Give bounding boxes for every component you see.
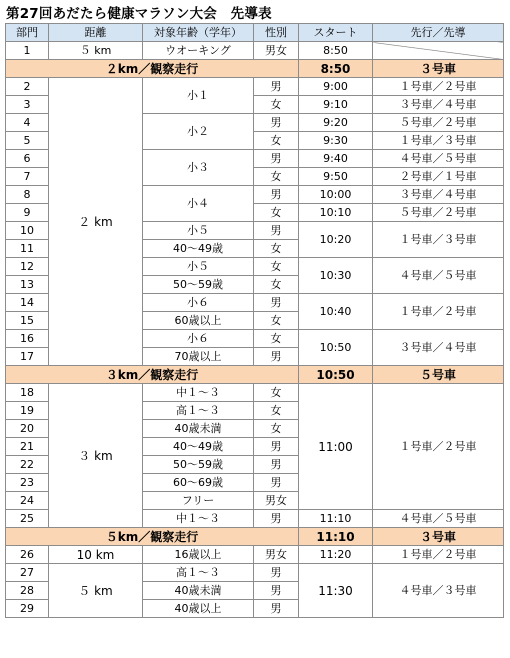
section-row bbox=[6, 366, 504, 384]
division-cell: 26 bbox=[6, 546, 49, 564]
car-cell: ２号車／１号車 bbox=[373, 168, 504, 186]
sex-cell: 男 bbox=[254, 78, 299, 96]
start-cell: 11:00 bbox=[299, 384, 373, 510]
age-cell: 40歳未満 bbox=[143, 582, 254, 600]
division-cell: 25 bbox=[6, 510, 49, 528]
age-cell: 小２ bbox=[143, 114, 254, 150]
division-cell: 23 bbox=[6, 474, 49, 492]
division-cell: 6 bbox=[6, 150, 49, 168]
sex-cell: 男 bbox=[254, 294, 299, 312]
age-cell: 40歳以上 bbox=[143, 600, 254, 618]
section-row bbox=[6, 60, 504, 78]
car-cell: １号車／２号車 bbox=[373, 546, 504, 564]
division-cell: 19 bbox=[6, 402, 49, 420]
table-row bbox=[6, 42, 504, 60]
sex-cell: 男 bbox=[254, 186, 299, 204]
division-cell: 18 bbox=[6, 384, 49, 402]
age-cell: 小１ bbox=[143, 78, 254, 114]
sex-cell: 女 bbox=[254, 132, 299, 150]
start-cell: 9:20 bbox=[299, 114, 373, 132]
age-cell: ウオーキング bbox=[143, 42, 254, 60]
age-cell: 中１～３ bbox=[143, 384, 254, 402]
section-car: ３号車 bbox=[373, 528, 504, 546]
car-cell: １号車／２号車 bbox=[373, 78, 504, 96]
division-cell: 3 bbox=[6, 96, 49, 114]
distance-cell: ２ km bbox=[49, 78, 143, 366]
header-cell: 距離 bbox=[49, 24, 143, 42]
guide-table bbox=[5, 23, 504, 618]
age-cell: 高１～３ bbox=[143, 402, 254, 420]
division-cell: 2 bbox=[6, 78, 49, 96]
header-cell: 部門 bbox=[6, 24, 49, 42]
empty-diagonal-cell bbox=[373, 42, 504, 60]
age-cell: 50～59歳 bbox=[143, 456, 254, 474]
car-cell: ４号車／５号車 bbox=[373, 510, 504, 528]
sex-cell: 男 bbox=[254, 456, 299, 474]
page-title: 第27回あだたら健康マラソン大会 先導表 bbox=[6, 6, 272, 22]
sex-cell: 男 bbox=[254, 600, 299, 618]
age-cell: 60～69歳 bbox=[143, 474, 254, 492]
car-cell: ４号車／５号車 bbox=[373, 150, 504, 168]
division-cell: 13 bbox=[6, 276, 49, 294]
table-row bbox=[6, 546, 504, 564]
age-cell: 小５ bbox=[143, 222, 254, 240]
sex-cell: 女 bbox=[254, 420, 299, 438]
sex-cell: 男 bbox=[254, 150, 299, 168]
section-car: ３号車 bbox=[373, 60, 504, 78]
section-row bbox=[6, 528, 504, 546]
division-cell: 12 bbox=[6, 258, 49, 276]
division-cell: 29 bbox=[6, 600, 49, 618]
start-cell: 10:30 bbox=[299, 258, 373, 294]
division-cell: 27 bbox=[6, 564, 49, 582]
distance-cell: ５ km bbox=[49, 42, 143, 60]
car-cell: ５号車／２号車 bbox=[373, 204, 504, 222]
age-cell: 40～49歳 bbox=[143, 438, 254, 456]
age-cell: 小６ bbox=[143, 294, 254, 312]
car-cell: ３号車／４号車 bbox=[373, 96, 504, 114]
division-cell: 14 bbox=[6, 294, 49, 312]
section-title: ５km／観察走行 bbox=[6, 528, 299, 546]
start-cell: 8:50 bbox=[299, 42, 373, 60]
section-title: ２km／観察走行 bbox=[6, 60, 299, 78]
car-cell: ４号車／３号車 bbox=[373, 564, 504, 618]
sex-cell: 女 bbox=[254, 312, 299, 330]
start-cell: 9:30 bbox=[299, 132, 373, 150]
sex-cell: 女 bbox=[254, 204, 299, 222]
table-row bbox=[6, 564, 504, 582]
section-start: 10:50 bbox=[299, 366, 373, 384]
start-cell: 10:10 bbox=[299, 204, 373, 222]
age-cell: 高１～３ bbox=[143, 564, 254, 582]
division-cell: 20 bbox=[6, 420, 49, 438]
sex-cell: 男 bbox=[254, 114, 299, 132]
start-cell: 11:30 bbox=[299, 564, 373, 618]
division-cell: 16 bbox=[6, 330, 49, 348]
age-cell: 50～59歳 bbox=[143, 276, 254, 294]
age-cell: 小４ bbox=[143, 186, 254, 222]
section-title: ３km／観察走行 bbox=[6, 366, 299, 384]
start-cell: 9:10 bbox=[299, 96, 373, 114]
division-cell: 28 bbox=[6, 582, 49, 600]
header-cell: 先行／先導 bbox=[373, 24, 504, 42]
division-cell: 21 bbox=[6, 438, 49, 456]
distance-cell: ３ km bbox=[49, 384, 143, 528]
start-cell: 9:00 bbox=[299, 78, 373, 96]
car-cell: １号車／３号車 bbox=[373, 132, 504, 150]
sex-cell: 男 bbox=[254, 438, 299, 456]
sex-cell: 女 bbox=[254, 384, 299, 402]
division-cell: 7 bbox=[6, 168, 49, 186]
division-cell: 1 bbox=[6, 42, 49, 60]
sex-cell: 女 bbox=[254, 258, 299, 276]
sex-cell: 女 bbox=[254, 168, 299, 186]
sex-cell: 女 bbox=[254, 96, 299, 114]
car-cell: １号車／２号車 bbox=[373, 294, 504, 330]
start-cell: 9:50 bbox=[299, 168, 373, 186]
header-cell: 対象年齢（学年） bbox=[143, 24, 254, 42]
sex-cell: 女 bbox=[254, 276, 299, 294]
car-cell: ５号車／２号車 bbox=[373, 114, 504, 132]
age-cell: 中１～３ bbox=[143, 510, 254, 528]
age-cell: 小６ bbox=[143, 330, 254, 348]
division-cell: 5 bbox=[6, 132, 49, 150]
division-cell: 24 bbox=[6, 492, 49, 510]
age-cell: 40歳未満 bbox=[143, 420, 254, 438]
section-start: 11:10 bbox=[299, 528, 373, 546]
start-cell: 10:20 bbox=[299, 222, 373, 258]
division-cell: 15 bbox=[6, 312, 49, 330]
sex-cell: 男 bbox=[254, 222, 299, 240]
distance-cell: 10 km bbox=[49, 546, 143, 564]
sex-cell: 男 bbox=[254, 510, 299, 528]
car-cell: ４号車／５号車 bbox=[373, 258, 504, 294]
division-cell: 8 bbox=[6, 186, 49, 204]
sex-cell: 男女 bbox=[254, 42, 299, 60]
table-row bbox=[6, 78, 504, 96]
car-cell: １号車／３号車 bbox=[373, 222, 504, 258]
sex-cell: 男 bbox=[254, 474, 299, 492]
header-row bbox=[6, 24, 504, 42]
start-cell: 9:40 bbox=[299, 150, 373, 168]
table-row bbox=[6, 384, 504, 402]
car-cell: ３号車／４号車 bbox=[373, 186, 504, 204]
distance-cell: ５ km bbox=[49, 564, 143, 618]
section-car: ５号車 bbox=[373, 366, 504, 384]
header-cell: スタート bbox=[299, 24, 373, 42]
start-cell: 10:40 bbox=[299, 294, 373, 330]
start-cell: 11:20 bbox=[299, 546, 373, 564]
start-cell: 10:00 bbox=[299, 186, 373, 204]
age-cell: 小５ bbox=[143, 258, 254, 276]
division-cell: 11 bbox=[6, 240, 49, 258]
division-cell: 22 bbox=[6, 456, 49, 474]
sex-cell: 男女 bbox=[254, 492, 299, 510]
age-cell: 小３ bbox=[143, 150, 254, 186]
sex-cell: 女 bbox=[254, 330, 299, 348]
header-cell: 性別 bbox=[254, 24, 299, 42]
age-cell: 40～49歳 bbox=[143, 240, 254, 258]
section-start: 8:50 bbox=[299, 60, 373, 78]
division-cell: 4 bbox=[6, 114, 49, 132]
division-cell: 10 bbox=[6, 222, 49, 240]
sex-cell: 女 bbox=[254, 240, 299, 258]
sex-cell: 男 bbox=[254, 348, 299, 366]
start-cell: 11:10 bbox=[299, 510, 373, 528]
sex-cell: 女 bbox=[254, 402, 299, 420]
sex-cell: 男女 bbox=[254, 546, 299, 564]
car-cell: １号車／２号車 bbox=[373, 384, 504, 510]
age-cell: 16歳以上 bbox=[143, 546, 254, 564]
age-cell: 70歳以上 bbox=[143, 348, 254, 366]
age-cell: フリー bbox=[143, 492, 254, 510]
car-cell: ３号車／４号車 bbox=[373, 330, 504, 366]
sex-cell: 男 bbox=[254, 564, 299, 582]
sex-cell: 男 bbox=[254, 582, 299, 600]
age-cell: 60歳以上 bbox=[143, 312, 254, 330]
start-cell: 10:50 bbox=[299, 330, 373, 366]
division-cell: 9 bbox=[6, 204, 49, 222]
division-cell: 17 bbox=[6, 348, 49, 366]
